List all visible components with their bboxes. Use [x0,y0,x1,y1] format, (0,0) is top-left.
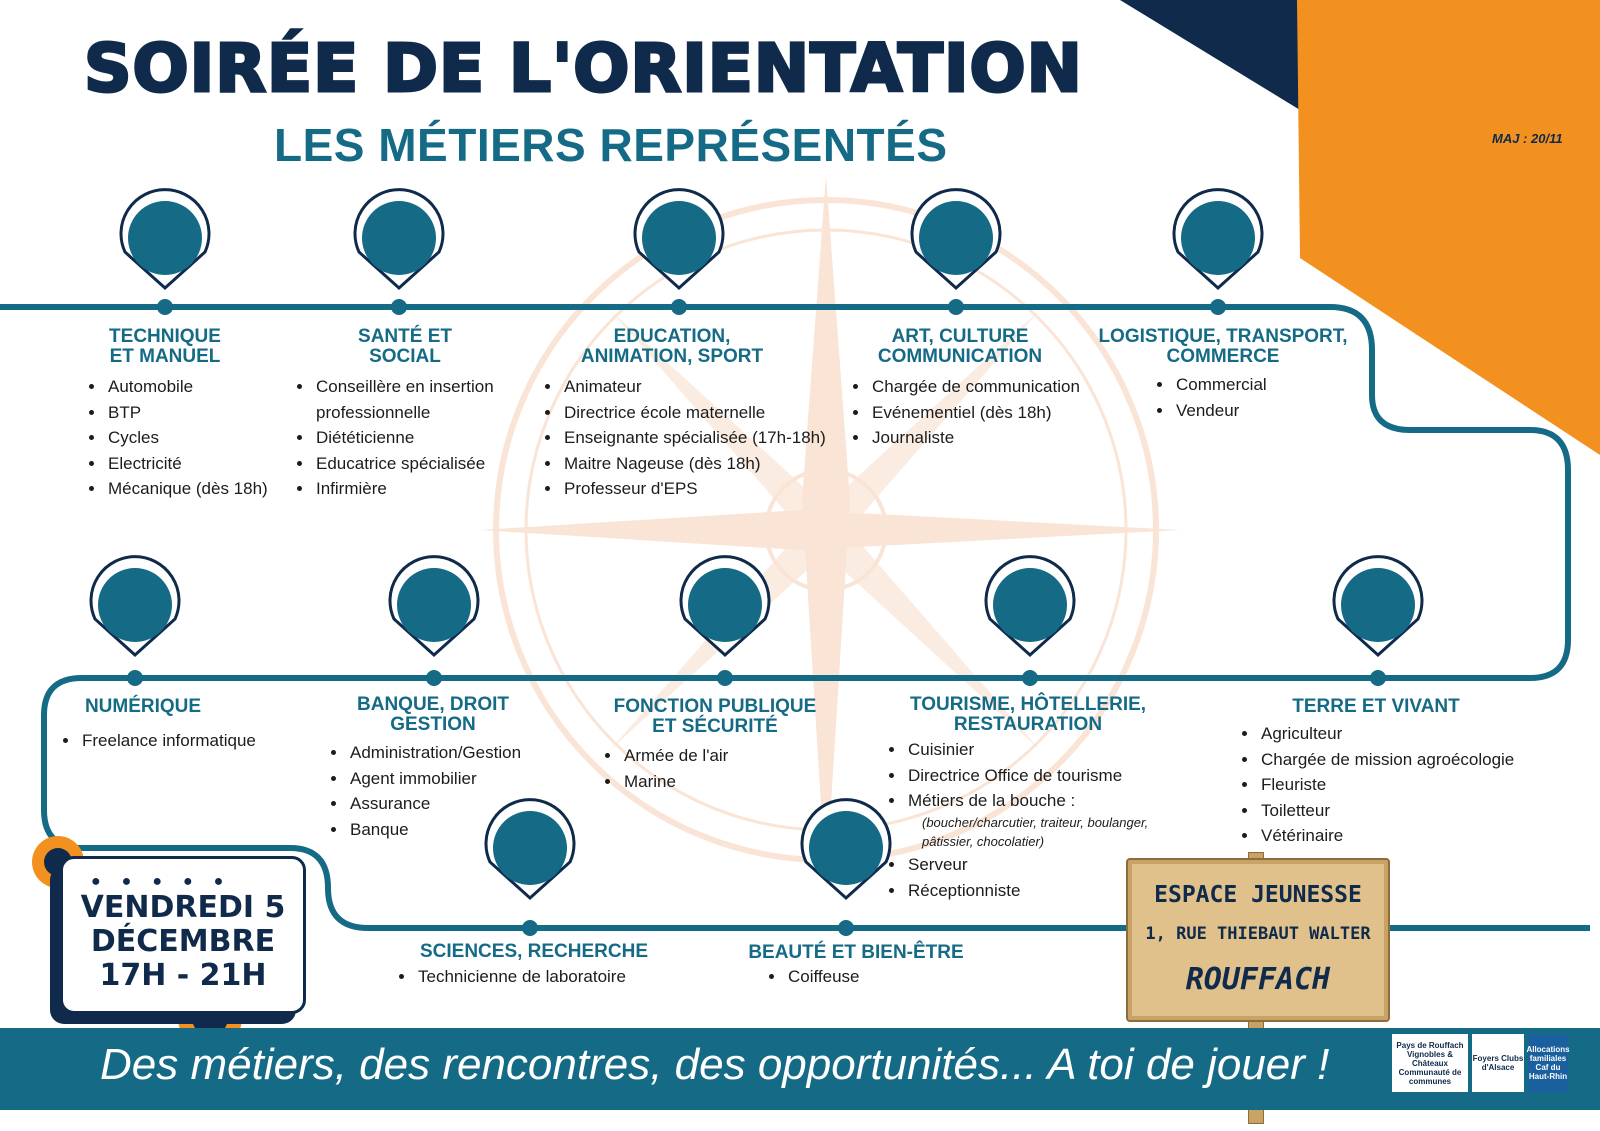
list-item: • Coiffeuse [786,964,860,990]
list-item: professionnelle [316,402,431,422]
list-item: • Cycles [106,425,268,451]
category-note: (boucher/charcutier, traiteur, boulanger, pâtissier, chocolatier) [922,815,1149,849]
category-title: SCIENCES, RECHERCHE [419,941,649,962]
page-title: SOIRÉE DE L'ORIENTATION [84,30,1083,107]
category-title: FONCTION PUBLIQUE ET SÉCURITÉ [613,696,817,737]
list-item: • BTP [106,400,268,426]
location-place: ESPACE JEUNESSE [1154,882,1362,908]
list-item: • Serveur [906,852,1020,878]
list-item: • Banque [348,817,521,843]
list-item: • Chargée de mission agroécologie [1259,747,1514,773]
list-item: • Armée de l'air [622,743,728,769]
list-item: • Assurance [348,791,521,817]
footer-banner [0,1028,1600,1110]
category-title: NUMÉRIQUE [84,696,202,717]
list-item: • Administration/Gestion [348,740,521,766]
list-item: • Maitre Nageuse (dès 18h) [562,451,826,477]
list-item: • Métiers de la bouche : [906,788,1122,814]
list-item: • Fleuriste [1259,772,1514,798]
category-title: ART, CULTURE COMMUNICATION [877,326,1043,367]
list-item: • Animateur [562,374,826,400]
list-item: • Enseignante spécialisée (17h-18h) [562,425,826,451]
location-sign [1126,858,1390,1022]
category-title: BEAUTÉ ET BIEN-ÊTRE [748,942,964,963]
logo-foyers-clubs: Foyers Clubs d'Alsace [1472,1034,1524,1092]
location-city: ROUFFACH [1185,962,1331,997]
category-title: BANQUE, DROIT GESTION [357,694,509,735]
list-item: • Infirmière [314,476,494,502]
list-item: • Mécanique (dès 18h) [106,476,268,502]
list-item: • Cuisinier [906,737,1122,763]
list-item: • Directrice école maternelle [562,400,826,426]
date-box [60,856,306,1014]
list-item: • Electricité [106,451,268,477]
list-item: • Automobile [106,374,268,400]
category-title: SANTÉ ET SOCIAL [358,326,452,367]
logo-caf: Allocations familiales Caf du Haut-Rhin [1528,1034,1568,1092]
list-item: • Commercial [1174,372,1267,398]
location-address: 1, RUE THIEBAUT WALTER [1145,924,1371,944]
date-month: DÉCEMBRE [90,924,276,959]
list-item: • Directrice Office de tourisme [906,763,1122,789]
logo-pays-de-rouffach: Pays de Rouffach Vignobles & Châteaux Communauté de communes [1392,1034,1468,1092]
category-title: EDUCATION, ANIMATION, SPORT [580,326,764,367]
list-item: • Réceptionniste [906,878,1020,904]
page-subtitle: LES MÉTIERS REPRÉSENTÉS [274,119,948,171]
list-item: • Diététicienne [314,425,494,451]
list-item: • Evénementiel (dès 18h) [870,400,1080,426]
category-title: TOURISME, HÔTELLERIE, RESTAURATION [909,694,1147,735]
list-item: • Freelance informatique [80,728,256,754]
date-day: VENDREDI 5 [80,890,286,925]
list-item: • Chargée de communication [870,374,1080,400]
slogan: Des métiers, des rencontres, des opportunités... A toi de jouer ! [100,1040,1330,1089]
date-hours: 17H - 21H [99,958,267,993]
list-item: • Conseillère en insertion [314,374,494,400]
list-item: • Technicienne de laboratoire [416,964,626,990]
list-item: • Agent immobilier [348,766,521,792]
partner-logos [1392,1034,1568,1092]
category-title: TERRE ET VIVANT [1292,696,1460,717]
list-item: • Professeur d'EPS [562,476,826,502]
list-item: • Toiletteur [1259,798,1514,824]
list-item: • Educatrice spécialisée [314,451,494,477]
list-item: • Marine [622,769,728,795]
list-item: • Vétérinaire [1259,823,1514,849]
date-dots: ●●●●● [91,873,245,890]
update-date: MAJ : 20/11 [1492,131,1563,146]
list-item: • Agriculteur [1259,721,1514,747]
category-title: TECHNIQUE ET MANUEL [109,326,221,367]
category-title: LOGISTIQUE, TRANSPORT, COMMERCE [1098,326,1348,367]
list-item: • Journaliste [870,425,1080,451]
list-item: • Vendeur [1174,398,1267,424]
